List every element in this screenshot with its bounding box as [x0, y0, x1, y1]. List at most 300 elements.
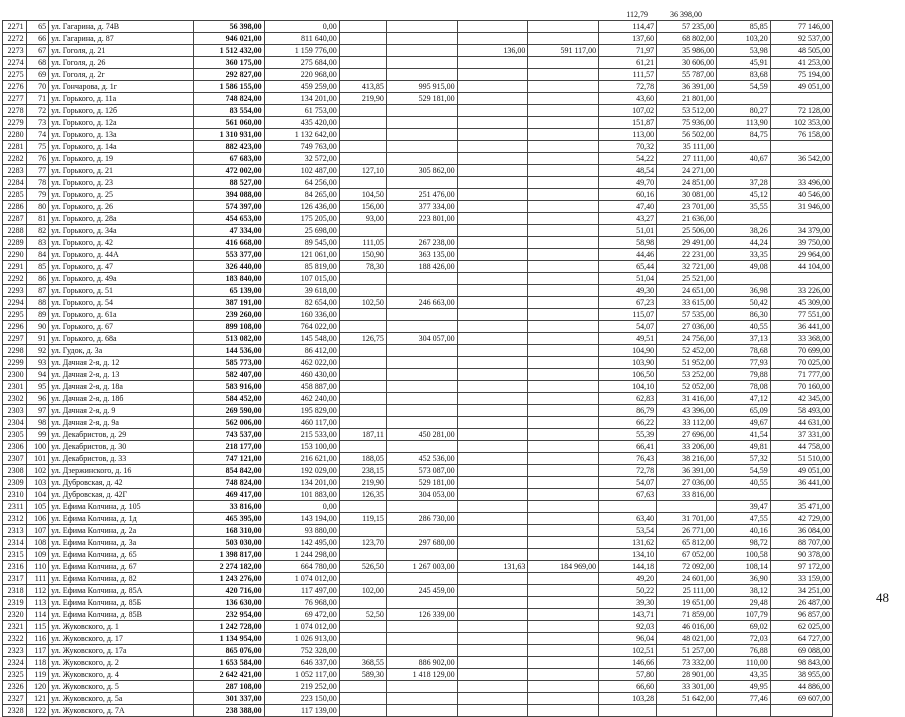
value-cell — [528, 441, 599, 453]
value-cell — [457, 177, 528, 189]
value-cell: 104,10 — [599, 381, 657, 393]
value-cell: 23 701,00 — [657, 201, 717, 213]
value-cell — [528, 177, 599, 189]
value-cell: 219,90 — [339, 477, 386, 489]
value-cell — [457, 621, 528, 633]
value-cell: 66,22 — [599, 417, 657, 429]
row-number: 2301 — [3, 381, 27, 393]
table-row — [3, 81, 833, 93]
value-cell — [457, 585, 528, 597]
value-cell: 54,59 — [717, 81, 771, 93]
value-cell: 113,00 — [599, 129, 657, 141]
value-cell: 195 829,00 — [264, 405, 339, 417]
row-number: 2281 — [3, 141, 27, 153]
item-number: 108 — [26, 537, 49, 549]
row-number: 2286 — [3, 201, 27, 213]
row-number: 2307 — [3, 453, 27, 465]
row-number: 2290 — [3, 249, 27, 261]
value-cell: 106,50 — [599, 369, 657, 381]
value-cell: 32 572,00 — [264, 153, 339, 165]
value-cell: 63,40 — [599, 513, 657, 525]
value-cell — [457, 465, 528, 477]
value-cell: 58,98 — [599, 237, 657, 249]
total-cell: 292 827,00 — [193, 69, 264, 81]
total-cell: 232 954,00 — [193, 609, 264, 621]
item-number: 74 — [26, 129, 49, 141]
table-row — [3, 597, 833, 609]
value-cell: 69,02 — [717, 621, 771, 633]
address-cell: ул. Горького, д. 51 — [49, 285, 194, 297]
value-cell: 26 487,00 — [770, 597, 832, 609]
value-cell: 44,24 — [717, 237, 771, 249]
value-cell: 131,63 — [457, 561, 528, 573]
value-cell: 48 505,00 — [770, 45, 832, 57]
table-row — [3, 21, 833, 33]
address-cell: ул. Горького, д. 47 — [49, 261, 194, 273]
address-cell: ул. Ефима Колчина, д. 82 — [49, 573, 194, 585]
value-cell: 117 497,00 — [264, 585, 339, 597]
total-cell: 472 002,00 — [193, 165, 264, 177]
value-cell — [386, 693, 457, 705]
value-cell — [528, 225, 599, 237]
value-cell: 67,23 — [599, 297, 657, 309]
item-number: 84 — [26, 249, 49, 261]
value-cell: 749 763,00 — [264, 141, 339, 153]
value-cell: 70 025,00 — [770, 357, 832, 369]
value-cell: 64 727,00 — [770, 633, 832, 645]
value-cell — [386, 681, 457, 693]
row-number: 2321 — [3, 621, 27, 633]
total-cell: 743 537,00 — [193, 429, 264, 441]
value-cell: 304 053,00 — [386, 489, 457, 501]
value-cell: 187,11 — [339, 429, 386, 441]
value-cell: 62 025,00 — [770, 621, 832, 633]
value-cell: 24 851,00 — [657, 177, 717, 189]
value-cell — [386, 525, 457, 537]
value-cell: 143,71 — [599, 609, 657, 621]
value-cell — [386, 597, 457, 609]
value-cell: 44 631,00 — [770, 417, 832, 429]
value-cell: 75 194,00 — [770, 69, 832, 81]
value-cell — [528, 657, 599, 669]
value-cell: 51,01 — [599, 225, 657, 237]
value-cell: 24 756,00 — [657, 333, 717, 345]
address-cell: ул. Гончарова, д. 1г — [49, 81, 194, 93]
row-number: 2327 — [3, 693, 27, 705]
value-cell — [528, 501, 599, 513]
total-cell: 183 840,00 — [193, 273, 264, 285]
value-cell: 126,35 — [339, 489, 386, 501]
value-cell: 54,07 — [599, 321, 657, 333]
value-cell — [339, 33, 386, 45]
address-cell: ул. Жуковского, д. 5 — [49, 681, 194, 693]
value-cell: 77 551,00 — [770, 309, 832, 321]
table-row — [3, 465, 833, 477]
value-cell: 90 378,00 — [770, 549, 832, 561]
value-cell — [339, 177, 386, 189]
total-cell: 301 337,00 — [193, 693, 264, 705]
total-cell: 748 824,00 — [193, 93, 264, 105]
table-row — [3, 453, 833, 465]
address-cell: ул. Жуковского, д. 1 — [49, 621, 194, 633]
value-cell: 1 074 012,00 — [264, 621, 339, 633]
value-cell — [528, 537, 599, 549]
table-row — [3, 525, 833, 537]
value-cell — [528, 381, 599, 393]
table-row — [3, 345, 833, 357]
item-number: 98 — [26, 417, 49, 429]
value-cell: 56 502,00 — [657, 129, 717, 141]
value-cell: 107 015,00 — [264, 273, 339, 285]
value-cell — [528, 165, 599, 177]
item-number: 99 — [26, 429, 49, 441]
address-cell: ул. Ефима Колчина, д. 85В — [49, 609, 194, 621]
item-number: 102 — [26, 465, 49, 477]
value-cell: 33 159,00 — [770, 573, 832, 585]
item-number: 116 — [26, 633, 49, 645]
value-cell: 49,81 — [717, 441, 771, 453]
value-cell: 160 336,00 — [264, 309, 339, 321]
table-row — [3, 393, 833, 405]
address-cell: ул. Жуковского, д. 4 — [49, 669, 194, 681]
value-cell — [457, 633, 528, 645]
total-cell: 56 398,00 — [193, 21, 264, 33]
value-cell: 591 117,00 — [528, 45, 599, 57]
total-cell: 454 653,00 — [193, 213, 264, 225]
value-cell: 77,46 — [717, 693, 771, 705]
value-cell: 68 802,00 — [657, 33, 717, 45]
address-cell: ул. Гудок, д. 3а — [49, 345, 194, 357]
table-row — [3, 585, 833, 597]
address-cell: ул. Гоголя, д. 21 — [49, 45, 194, 57]
total-cell: 420 716,00 — [193, 585, 264, 597]
row-number: 2274 — [3, 57, 27, 69]
value-cell: 38,26 — [717, 225, 771, 237]
value-cell — [528, 597, 599, 609]
value-cell: 35 986,00 — [657, 45, 717, 57]
value-cell — [339, 501, 386, 513]
value-cell — [339, 69, 386, 81]
row-number: 2288 — [3, 225, 27, 237]
table-row — [3, 141, 833, 153]
value-cell: 43,60 — [599, 93, 657, 105]
item-number: 101 — [26, 453, 49, 465]
value-cell: 31 416,00 — [657, 393, 717, 405]
value-cell — [386, 405, 457, 417]
value-cell: 238,15 — [339, 465, 386, 477]
value-cell — [599, 705, 657, 717]
value-cell: 25 506,00 — [657, 225, 717, 237]
item-number: 70 — [26, 81, 49, 93]
value-cell: 98 843,00 — [770, 657, 832, 669]
value-cell: 53 252,00 — [657, 369, 717, 381]
value-cell: 119,15 — [339, 513, 386, 525]
value-cell: 245 459,00 — [386, 585, 457, 597]
value-cell: 27 696,00 — [657, 429, 717, 441]
value-cell — [528, 453, 599, 465]
value-cell: 49,95 — [717, 681, 771, 693]
address-cell: ул. Горького, д. 34а — [49, 225, 194, 237]
row-number: 2289 — [3, 237, 27, 249]
total-cell: 47 334,00 — [193, 225, 264, 237]
value-cell: 51 510,00 — [770, 453, 832, 465]
value-cell — [339, 117, 386, 129]
item-number: 69 — [26, 69, 49, 81]
value-cell: 38,12 — [717, 585, 771, 597]
value-cell — [457, 93, 528, 105]
value-cell: 886 902,00 — [386, 657, 457, 669]
value-cell — [457, 405, 528, 417]
item-number: 85 — [26, 261, 49, 273]
row-number: 2305 — [3, 429, 27, 441]
value-cell: 52 052,00 — [657, 381, 717, 393]
value-cell: 65,09 — [717, 405, 771, 417]
total-cell: 287 108,00 — [193, 681, 264, 693]
value-cell: 215 533,00 — [264, 429, 339, 441]
value-cell: 304 057,00 — [386, 333, 457, 345]
value-cell: 103,20 — [717, 33, 771, 45]
value-cell: 223 150,00 — [264, 693, 339, 705]
address-cell: ул. Горького, д. 61а — [49, 309, 194, 321]
value-cell: 36 084,00 — [770, 525, 832, 537]
value-cell: 297 680,00 — [386, 537, 457, 549]
value-cell: 70 699,00 — [770, 345, 832, 357]
value-cell — [528, 477, 599, 489]
value-cell — [386, 117, 457, 129]
total-cell: 239 260,00 — [193, 309, 264, 321]
value-cell: 49,20 — [599, 573, 657, 585]
value-cell — [457, 669, 528, 681]
row-number: 2326 — [3, 681, 27, 693]
item-number: 71 — [26, 93, 49, 105]
value-cell: 39 618,00 — [264, 285, 339, 297]
address-cell: ул. Дачная 2-я, д. 9а — [49, 417, 194, 429]
table-body — [3, 21, 833, 717]
value-cell — [386, 105, 457, 117]
value-cell: 102,00 — [339, 585, 386, 597]
table-row — [3, 249, 833, 261]
item-number: 118 — [26, 657, 49, 669]
value-cell — [457, 417, 528, 429]
value-cell — [339, 381, 386, 393]
value-cell — [528, 393, 599, 405]
value-cell: 97 172,00 — [770, 561, 832, 573]
table-row — [3, 177, 833, 189]
row-number: 2271 — [3, 21, 27, 33]
row-number: 2312 — [3, 513, 27, 525]
value-cell: 36 441,00 — [770, 321, 832, 333]
item-number: 68 — [26, 57, 49, 69]
total-cell: 394 088,00 — [193, 189, 264, 201]
value-cell — [457, 237, 528, 249]
value-cell: 67 052,00 — [657, 549, 717, 561]
value-cell: 57 235,00 — [657, 21, 717, 33]
value-cell — [386, 153, 457, 165]
value-cell — [457, 105, 528, 117]
address-cell: ул. Дачная 2-я, д. 13 — [49, 369, 194, 381]
value-cell — [528, 525, 599, 537]
value-cell — [717, 93, 771, 105]
value-cell: 377 334,00 — [386, 201, 457, 213]
value-cell — [457, 321, 528, 333]
item-number: 67 — [26, 45, 49, 57]
value-cell: 73 332,00 — [657, 657, 717, 669]
table-row — [3, 609, 833, 621]
address-cell: ул. Дачная 2-я, д. 18а — [49, 381, 194, 393]
value-cell: 33 615,00 — [657, 297, 717, 309]
value-cell: 78,68 — [717, 345, 771, 357]
value-cell: 76 158,00 — [770, 129, 832, 141]
total-cell: 582 407,00 — [193, 369, 264, 381]
value-cell — [528, 285, 599, 297]
value-cell: 573 087,00 — [386, 465, 457, 477]
value-cell: 49,30 — [599, 285, 657, 297]
value-cell — [339, 705, 386, 717]
row-number: 2311 — [3, 501, 27, 513]
value-cell: 101 883,00 — [264, 489, 339, 501]
row-number: 2302 — [3, 393, 27, 405]
value-cell — [528, 81, 599, 93]
row-number: 2297 — [3, 333, 27, 345]
value-cell — [528, 585, 599, 597]
value-cell: 96 857,00 — [770, 609, 832, 621]
item-number: 95 — [26, 381, 49, 393]
value-cell: 65,44 — [599, 261, 657, 273]
value-cell: 175 205,00 — [264, 213, 339, 225]
value-cell: 220 968,00 — [264, 69, 339, 81]
value-cell: 219,90 — [339, 93, 386, 105]
value-cell: 33 496,00 — [770, 177, 832, 189]
total-cell: 584 452,00 — [193, 393, 264, 405]
table-row — [3, 429, 833, 441]
value-cell — [386, 177, 457, 189]
table-row — [3, 489, 833, 501]
table-row — [3, 285, 833, 297]
value-cell: 93,00 — [339, 213, 386, 225]
row-number: 2325 — [3, 669, 27, 681]
value-cell — [457, 549, 528, 561]
item-number: 113 — [26, 597, 49, 609]
value-cell: 363 135,00 — [386, 249, 457, 261]
value-cell — [339, 273, 386, 285]
value-cell: 0,00 — [264, 21, 339, 33]
value-cell — [339, 285, 386, 297]
value-cell: 70 160,00 — [770, 381, 832, 393]
value-cell: 33 368,00 — [770, 333, 832, 345]
row-number: 2299 — [3, 357, 27, 369]
value-cell: 1 074 012,00 — [264, 573, 339, 585]
address-cell: ул. Горького, д. 25 — [49, 189, 194, 201]
item-number: 86 — [26, 273, 49, 285]
total-cell: 513 082,00 — [193, 333, 264, 345]
total-cell: 946 021,00 — [193, 33, 264, 45]
value-cell: 86 412,00 — [264, 345, 339, 357]
value-cell: 72,03 — [717, 633, 771, 645]
value-cell — [457, 201, 528, 213]
value-cell: 19 651,00 — [657, 597, 717, 609]
total-cell: 469 417,00 — [193, 489, 264, 501]
value-cell — [386, 441, 457, 453]
value-cell: 764 022,00 — [264, 321, 339, 333]
value-cell: 131,62 — [599, 537, 657, 549]
value-cell — [457, 333, 528, 345]
value-cell: 57,32 — [717, 453, 771, 465]
item-number: 81 — [26, 213, 49, 225]
value-cell: 51 642,00 — [657, 693, 717, 705]
value-cell: 25 521,00 — [657, 273, 717, 285]
table-row — [3, 237, 833, 249]
row-number: 2322 — [3, 633, 27, 645]
value-cell — [386, 621, 457, 633]
value-cell: 31 946,00 — [770, 201, 832, 213]
value-cell: 93 880,00 — [264, 525, 339, 537]
row-number: 2287 — [3, 213, 27, 225]
value-cell — [457, 345, 528, 357]
row-number: 2275 — [3, 69, 27, 81]
address-cell: ул. Дубровская, д. 42 — [49, 477, 194, 489]
value-cell — [528, 609, 599, 621]
value-cell: 52,50 — [339, 609, 386, 621]
value-cell — [386, 381, 457, 393]
item-number: 91 — [26, 333, 49, 345]
value-cell — [386, 417, 457, 429]
table-row — [3, 681, 833, 693]
total-cell: 238 388,00 — [193, 705, 264, 717]
value-cell: 49 051,00 — [770, 81, 832, 93]
address-cell: ул. Гагарина, д. 74В — [49, 21, 194, 33]
table-row — [3, 225, 833, 237]
item-number: 117 — [26, 645, 49, 657]
value-cell — [528, 33, 599, 45]
value-cell: 142 495,00 — [264, 537, 339, 549]
value-cell — [657, 705, 717, 717]
value-cell — [528, 333, 599, 345]
value-cell: 57,80 — [599, 669, 657, 681]
value-cell: 69 088,00 — [770, 645, 832, 657]
value-cell: 29 491,00 — [657, 237, 717, 249]
value-cell: 43,35 — [717, 669, 771, 681]
row-number: 2323 — [3, 645, 27, 657]
row-number: 2303 — [3, 405, 27, 417]
address-cell: ул. Горького, д. 14а — [49, 141, 194, 153]
value-cell: 79,88 — [717, 369, 771, 381]
value-cell — [528, 489, 599, 501]
item-number: 73 — [26, 117, 49, 129]
value-cell: 45,12 — [717, 189, 771, 201]
value-cell: 92 537,00 — [770, 33, 832, 45]
value-cell — [457, 369, 528, 381]
value-cell: 38 955,00 — [770, 669, 832, 681]
address-cell: ул. Гоголя, д. 2г — [49, 69, 194, 81]
value-cell: 47,40 — [599, 201, 657, 213]
item-number: 93 — [26, 357, 49, 369]
value-cell: 460 117,00 — [264, 417, 339, 429]
value-cell: 48,54 — [599, 165, 657, 177]
row-number: 2291 — [3, 261, 27, 273]
value-cell: 76,88 — [717, 645, 771, 657]
value-cell — [339, 417, 386, 429]
value-cell: 71 859,00 — [657, 609, 717, 621]
total-cell: 553 377,00 — [193, 249, 264, 261]
value-cell — [770, 273, 832, 285]
value-cell: 143 194,00 — [264, 513, 339, 525]
row-number: 2296 — [3, 321, 27, 333]
row-number: 2319 — [3, 597, 27, 609]
value-cell: 21 801,00 — [657, 93, 717, 105]
value-cell: 71,97 — [599, 45, 657, 57]
address-cell: ул. Горького, д. 12а — [49, 117, 194, 129]
total-cell: 144 536,00 — [193, 345, 264, 357]
